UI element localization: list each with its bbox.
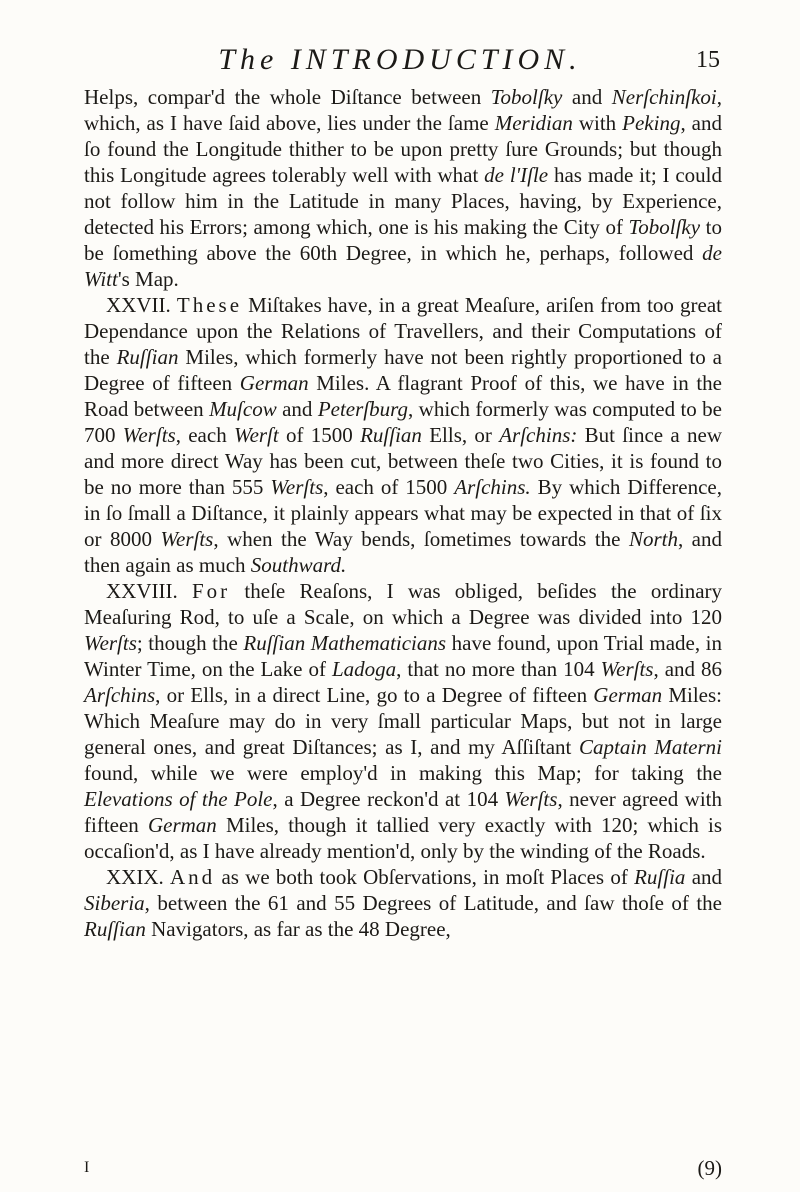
page-number: 15 (696, 47, 720, 73)
catchword: (9) (697, 1156, 722, 1180)
section-number: XXIX. (106, 865, 164, 889)
running-title: The INTRODUCTION. (218, 43, 582, 76)
paragraph-xxix: XXIX. And as we both took Obſervations, in moſt Places of Ruſſia and Siberia, between the 61 and 55 Degrees of Latitude, and ſaw thoſe of the Ruſſian Navigators, as far as the 48 Degree, (84, 865, 723, 941)
page-footer (84, 1153, 722, 1183)
body-text (84, 84, 722, 942)
section-number: XXVII. (106, 293, 171, 317)
paragraph-continued: Helps, compar'd the whole Diſtance between Tobolſky and Nerſchinſkoi, which, as I have ſaid above, lies under the ſame Meridian with Peking, and ſo found the Longitude thither to be upon pretty ſure Grounds; but though this Longitude agrees tolerably well with what de l'Iſle has made it; I could not follow him in the Latitude in many Places, having, by Experience, detected his Errors; among which, one is his making the City of Tobolſky to be ſomething above the 60th Degree, in which he, perhaps, followed de Witt's Map. (84, 85, 722, 291)
page-header (80, 40, 720, 80)
paragraph-xxvii: XXVII. These Miſtakes have, in a great Meaſure, ariſen from too great Dependance upon the Relations of Travellers, and their Computations of the Ruſſian Miles, which formerly have not been rightly proportioned to a Degree of fifteen German Miles. A flagrant Proof of this, we have in the Road between Muſcow and Peterſburg, which formerly was computed to be 700 Werſts, each Werſt of 1500 Ruſſian Ells, or Arſchins: But ſince a new and more direct Way has been cut, between theſe two Cities, it is found to be no more than 555 Werſts, each of 1500 Arſchins. By which Difference, in ſo ſmall a Diſtance, it plainly appears what may be expected in that of ſix or 8000 Werſts, when the Way bends, ſometimes towards the North, and then again as much Southward. (84, 293, 723, 577)
section-number: XXVIII. (106, 579, 178, 603)
paragraph-xxviii: XXVIII. For theſe Reaſons, I was obliged, beſides the ordinary Meaſuring Rod, to uſe a Scale, on which a Degree was divided into 120 Werſts; though the Ruſſian Mathematicians have found, upon Trial made, in Winter Time, on the Lake of Ladoga, that no more than 104 Werſts, and 86 Arſchins, or Ells, in a direct Line, go to a Degree of fifteen German Miles: Which Meaſure may do in very ſmall particular Maps, but not in large general ones, and great Diſtances; as I, and my Aſſiſtant Captain Materni found, while we were employ'd in making this Map; for taking the Elevations of the Pole, a Degree reckon'd at 104 Werſts, never agreed with fifteen German Miles, though it tallied very exactly with 120; which is occaſion'd, as I have already mention'd, only by the winding of the Roads. (84, 579, 723, 863)
signature-mark: I (84, 1159, 90, 1176)
